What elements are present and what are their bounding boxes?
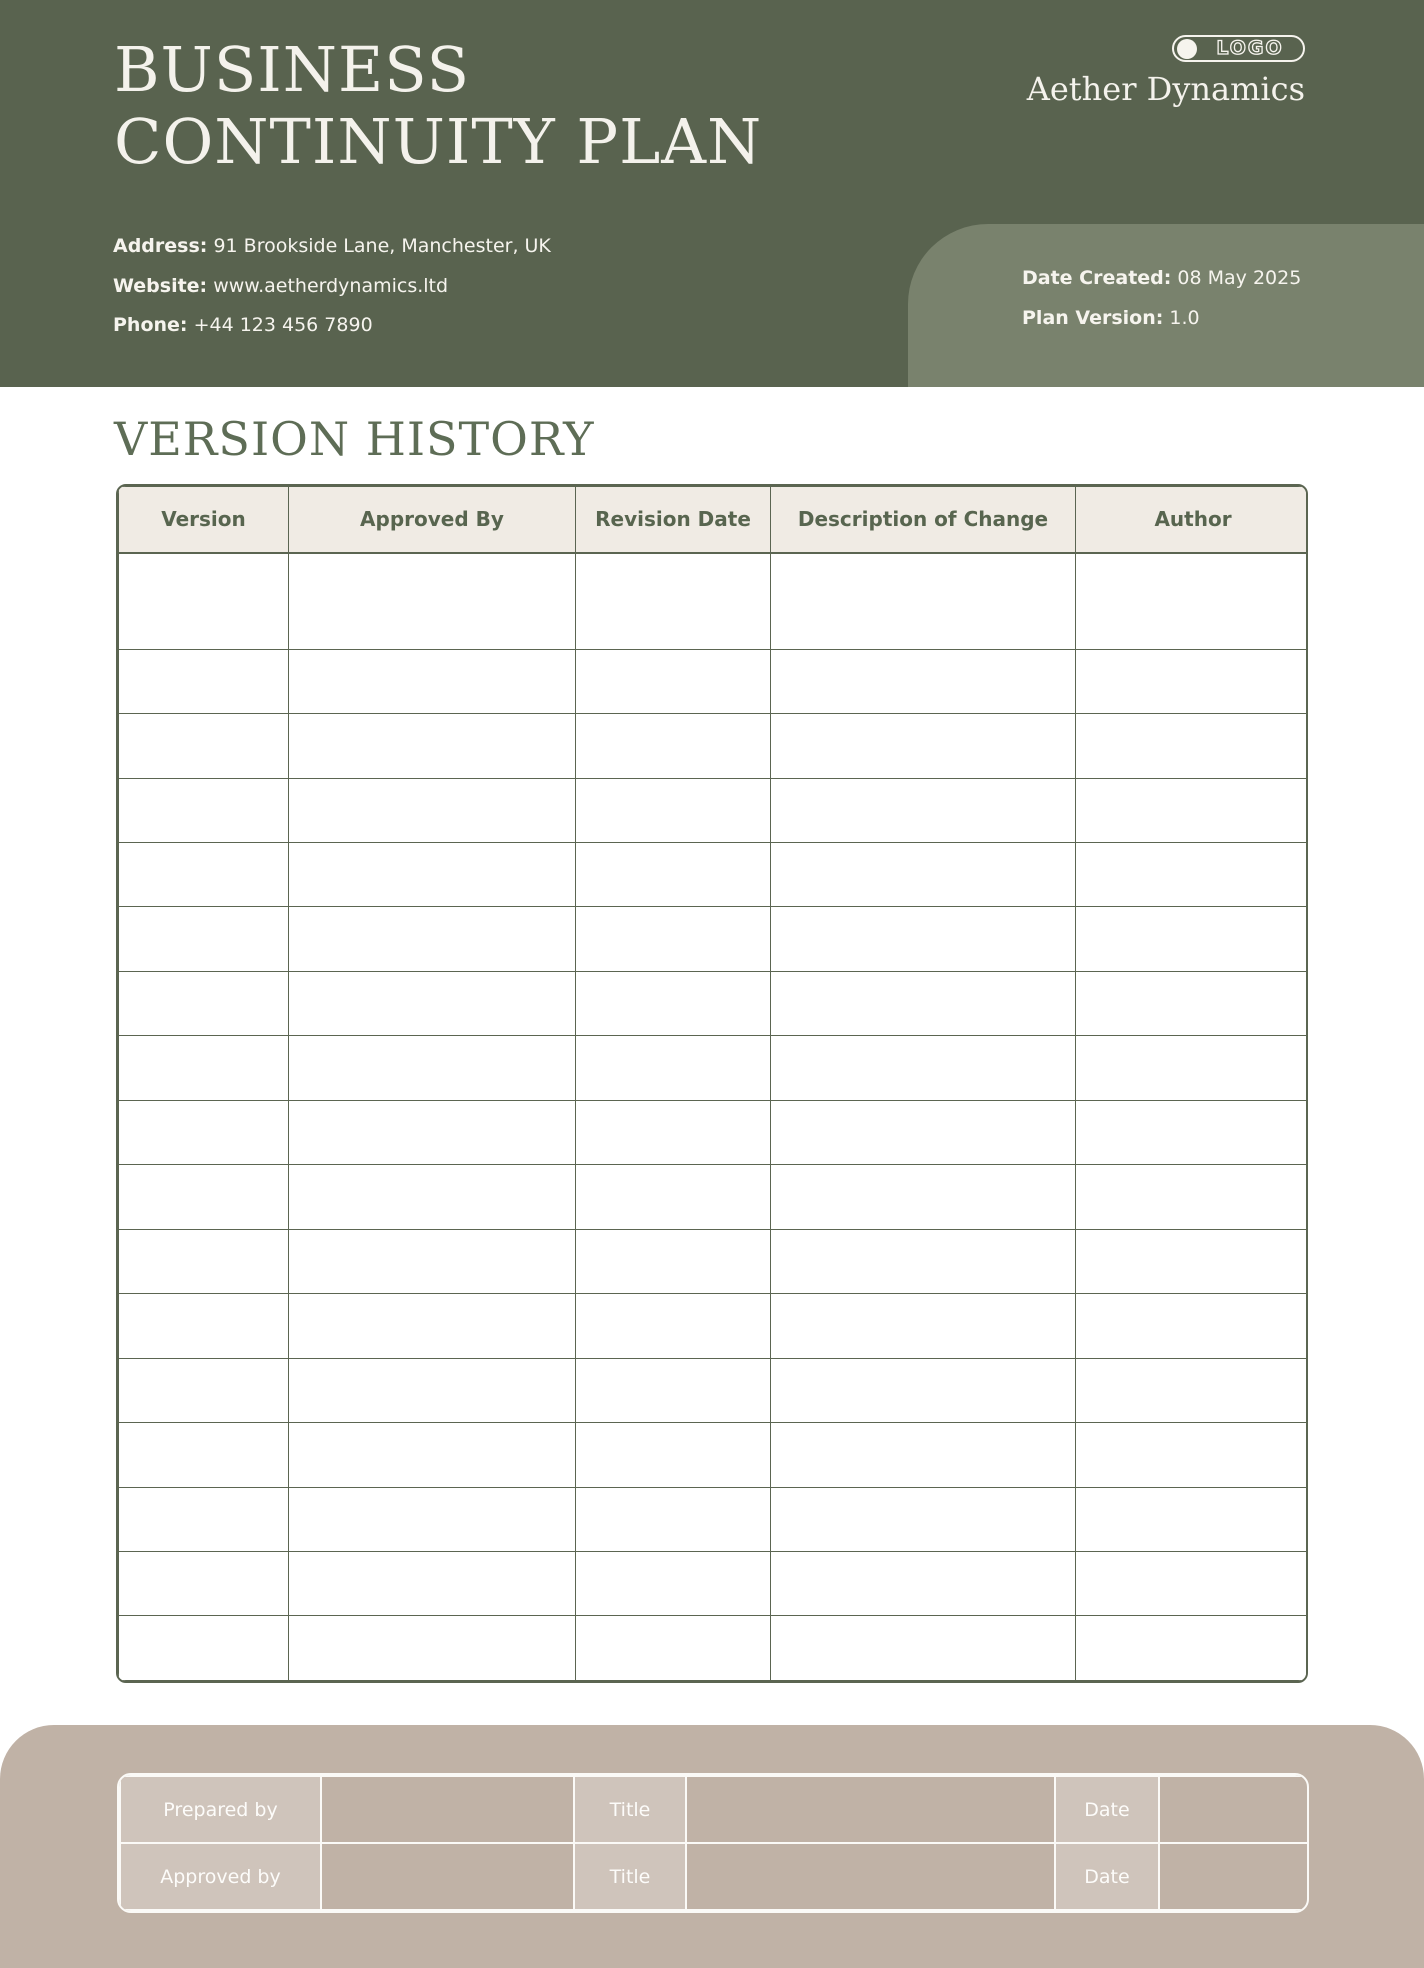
table-cell	[771, 843, 1076, 907]
table-row	[119, 1358, 1309, 1422]
table-row	[119, 553, 1309, 650]
contact-address	[113, 227, 551, 267]
table-cell	[119, 1229, 289, 1293]
table-cell	[289, 1100, 576, 1164]
table-cell	[289, 1294, 576, 1358]
table-cell	[771, 1229, 1076, 1293]
table-cell	[289, 843, 576, 907]
table-cell	[289, 907, 576, 971]
table-row	[119, 1229, 1309, 1293]
table-cell	[771, 553, 1076, 650]
table-row	[119, 971, 1309, 1035]
table-cell	[771, 1487, 1076, 1551]
phone-value: +44 123 456 7890	[193, 314, 373, 336]
table-cell	[289, 1165, 576, 1229]
table-cell	[576, 1616, 771, 1681]
contact-block	[113, 227, 551, 346]
table-cell	[289, 1229, 576, 1293]
table-cell	[1076, 907, 1309, 971]
table-cell	[576, 1423, 771, 1487]
prepared-title-value-cell	[686, 1776, 1055, 1843]
date-created-line	[1022, 258, 1424, 298]
contact-phone	[113, 306, 551, 346]
table-cell	[576, 1100, 771, 1164]
table-cell	[771, 1294, 1076, 1358]
table-row	[119, 649, 1309, 713]
table-cell	[289, 778, 576, 842]
logo-dot-icon	[1177, 39, 1197, 59]
table-row	[119, 778, 1309, 842]
column-header-revision-date: Revision Date	[576, 487, 771, 553]
table-cell	[119, 843, 289, 907]
column-header-approved-by: Approved By	[289, 487, 576, 553]
table-cell	[1076, 649, 1309, 713]
table-cell	[771, 1100, 1076, 1164]
table-cell	[119, 1165, 289, 1229]
table-row	[119, 1294, 1309, 1358]
table-row	[119, 1165, 1309, 1229]
plan-version-value: 1.0	[1169, 307, 1200, 329]
phone-label: Phone:	[113, 314, 188, 336]
table-cell	[119, 1552, 289, 1616]
table-cell	[1076, 714, 1309, 778]
table-cell	[1076, 553, 1309, 650]
column-header-author: Author	[1076, 487, 1309, 553]
document-title-line2: CONTINUITY PLAN	[114, 105, 763, 178]
signature-table	[117, 1773, 1309, 1913]
table-cell	[771, 1358, 1076, 1422]
approved-date-label: Date	[1055, 1843, 1159, 1910]
website-label: Website:	[113, 274, 208, 297]
document-title-line1: BUSINESS	[114, 33, 471, 106]
table-cell	[576, 1165, 771, 1229]
table-cell	[1076, 778, 1309, 842]
table-cell	[576, 778, 771, 842]
table-cell	[119, 1423, 289, 1487]
table-cell	[576, 1552, 771, 1616]
table-row	[119, 1423, 1309, 1487]
website-value: www.aetherdynamics.ltd	[213, 274, 449, 297]
approved-by-label: Approved by	[120, 1843, 321, 1910]
prepared-by-value-cell	[321, 1776, 574, 1843]
table-cell	[576, 1036, 771, 1100]
address-value: 91 Brookside Lane, Manchester, UK	[213, 235, 551, 257]
table-cell	[771, 1423, 1076, 1487]
approved-title-value-cell	[686, 1843, 1055, 1910]
table-cell	[771, 1165, 1076, 1229]
table-cell	[119, 1036, 289, 1100]
company-name: Aether Dynamics	[1026, 70, 1305, 108]
address-label: Address:	[113, 235, 208, 257]
table-cell	[119, 714, 289, 778]
section-title-version-history: VERSION HISTORY	[114, 412, 595, 466]
table-cell	[1076, 1552, 1309, 1616]
table-cell	[119, 553, 289, 650]
table-cell	[771, 1036, 1076, 1100]
plan-meta-panel	[908, 224, 1424, 387]
signature-footer	[0, 1725, 1424, 1968]
table-cell	[576, 1229, 771, 1293]
table-cell	[771, 1552, 1076, 1616]
table-cell	[1076, 1229, 1309, 1293]
table-cell	[576, 1487, 771, 1551]
table-cell	[289, 971, 576, 1035]
table-row	[119, 1487, 1309, 1551]
prepared-title-label: Title	[574, 1776, 686, 1843]
table-cell	[289, 649, 576, 713]
logo-label: LOGO	[1216, 37, 1284, 59]
approved-by-value-cell	[321, 1843, 574, 1910]
table-cell	[289, 1423, 576, 1487]
table-row	[119, 714, 1309, 778]
table-cell	[119, 1100, 289, 1164]
table-cell	[289, 1616, 576, 1681]
table-cell	[576, 714, 771, 778]
table-cell	[1076, 1294, 1309, 1358]
plan-version-label: Plan Version:	[1022, 307, 1164, 329]
table-cell	[1076, 1487, 1309, 1551]
table-cell	[119, 971, 289, 1035]
table-cell	[576, 907, 771, 971]
table-cell	[289, 1036, 576, 1100]
table-cell	[289, 1487, 576, 1551]
version-history-table	[116, 484, 1308, 1683]
contact-website	[113, 267, 551, 307]
table-cell	[119, 907, 289, 971]
table-row	[119, 843, 1309, 907]
table-header-row	[119, 487, 1309, 553]
plan-version-line	[1022, 298, 1424, 338]
table-cell	[119, 1294, 289, 1358]
table-cell	[289, 553, 576, 650]
table-cell	[1076, 971, 1309, 1035]
table-cell	[771, 907, 1076, 971]
date-created-value: 08 May 2025	[1177, 267, 1302, 289]
table-cell	[771, 1616, 1076, 1681]
table-cell	[771, 714, 1076, 778]
table-cell	[771, 649, 1076, 713]
column-header-version: Version	[119, 487, 289, 553]
table-cell	[119, 1358, 289, 1422]
table-cell	[576, 843, 771, 907]
table-cell	[771, 971, 1076, 1035]
table-cell	[289, 1358, 576, 1422]
table-cell	[576, 553, 771, 650]
date-created-label: Date Created:	[1022, 267, 1172, 289]
table-cell	[1076, 1036, 1309, 1100]
logo-placeholder	[1172, 35, 1305, 62]
table-cell	[576, 971, 771, 1035]
prepared-by-row	[120, 1776, 1309, 1843]
table-cell	[1076, 1616, 1309, 1681]
table-row	[119, 1616, 1309, 1681]
table-cell	[289, 714, 576, 778]
table-row	[119, 907, 1309, 971]
approved-date-value-cell	[1159, 1843, 1309, 1910]
table-cell	[576, 1358, 771, 1422]
table-cell	[1076, 1165, 1309, 1229]
table-cell	[1076, 1423, 1309, 1487]
prepared-by-label: Prepared by	[120, 1776, 321, 1843]
table-cell	[771, 778, 1076, 842]
table-cell	[119, 1487, 289, 1551]
table-cell	[576, 649, 771, 713]
table-row	[119, 1100, 1309, 1164]
table-cell	[289, 1552, 576, 1616]
document-title	[114, 34, 762, 178]
table-row	[119, 1552, 1309, 1616]
table-cell	[1076, 1358, 1309, 1422]
table-cell	[1076, 843, 1309, 907]
column-header-description-of-change: Description of Change	[771, 487, 1076, 553]
table-cell	[1076, 1100, 1309, 1164]
document-header	[0, 0, 1424, 387]
table-cell	[119, 778, 289, 842]
table-row	[119, 1036, 1309, 1100]
approved-by-row	[120, 1843, 1309, 1910]
prepared-date-label: Date	[1055, 1776, 1159, 1843]
table-cell	[119, 1616, 289, 1681]
table-cell	[119, 649, 289, 713]
prepared-date-value-cell	[1159, 1776, 1309, 1843]
approved-title-label: Title	[574, 1843, 686, 1910]
table-cell	[576, 1294, 771, 1358]
